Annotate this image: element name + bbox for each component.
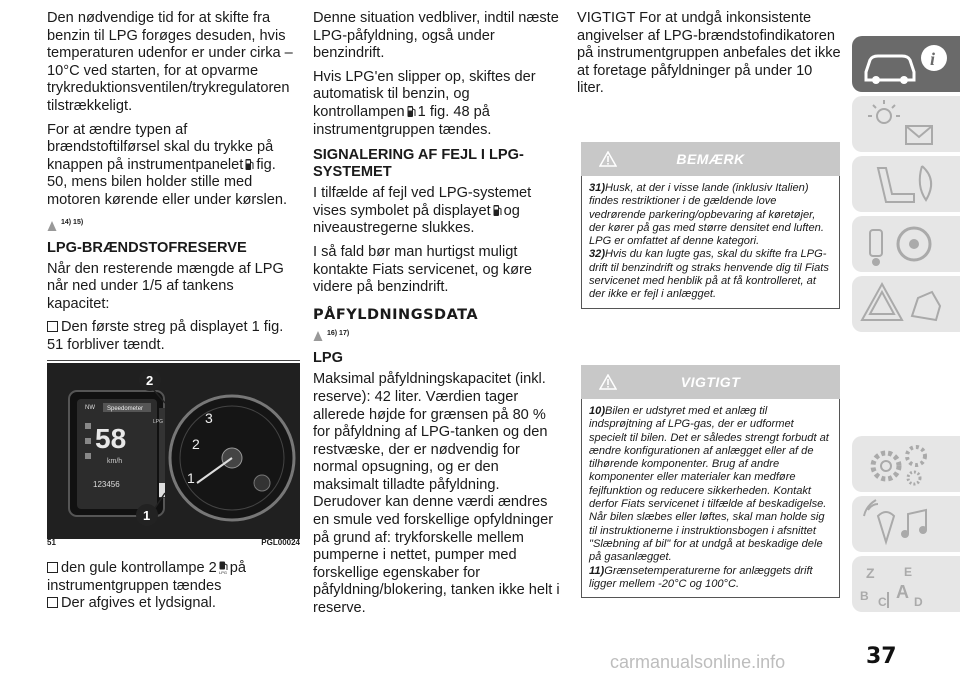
index-icon <box>852 556 960 612</box>
tab-multimedia[interactable] <box>852 496 960 552</box>
note-box-header <box>581 142 840 176</box>
callout-1: 1 <box>143 508 151 523</box>
note-item: 31)Husk, at der i visse lande (inklusiv Italien) findes restriktioner i de gældende love vedrørende parkering/opbevaring af køretøjer, der kører på gas med større densitet end luften. LPG er omfattet af denne kategori. <box>589 182 824 248</box>
car-info-icon <box>852 36 960 92</box>
tab-steering[interactable] <box>852 216 960 272</box>
display-lpg-label: LPG <box>153 419 164 425</box>
paragraph: Den nødvendige tid for at skifte fra benzin til LPG forøges desuden, hvis temperaturen udenfor er under cirka –10°C ved starten, for at opvarme trykreduktionsventilen/trykregulatoren tilstrækkeligt. <box>47 10 293 114</box>
tab-emergency[interactable] <box>852 276 960 332</box>
reference-marker: 14) 15) <box>47 216 297 232</box>
tab-seat-safety[interactable] <box>852 156 960 212</box>
list-item: den gule kontrollampe 2 LPG på instrumentgruppen tændes <box>47 560 247 594</box>
tacho-tick-1: 1 <box>187 470 195 486</box>
svg-text:LPG: LPG <box>218 570 227 574</box>
list-item: Den første streg på displayet 1 fig. 51 forbliver tændt. <box>47 319 284 353</box>
svg-text:i: i <box>930 49 936 69</box>
list-item: Der afgives et lydsignal. <box>47 595 300 613</box>
tab-warning-lights[interactable] <box>852 96 960 152</box>
note-box <box>581 142 840 309</box>
note-box-body <box>581 176 840 309</box>
section-heading: SIGNALERING AF FEJL I LPG-SYSTEMET <box>313 147 524 181</box>
tab-index[interactable] <box>852 556 960 612</box>
fuel-pump-icon <box>245 158 254 171</box>
svg-text:E: E <box>904 565 913 579</box>
paragraph: Hvis LPG'en slipper op, skiftes der automatisk til benzin, og kontrollampen 1 fig. 48 på instrumentgruppen tændes. <box>313 68 536 138</box>
column-2 <box>313 10 563 624</box>
paragraph: Maksimal påfyldningskapacitet (inkl. reserve): 42 liter. Værdien tager allerede højde for grænsen på 80 % for påfyldning af LPG-tanken og den restvæske, der er nødvendig for normal opsugning, og er den maksimalt tilladte påfyldning. Derudover kan denne værdi ændres en smule ved forskellige opfyldninger på grund af: trykforskelle mellem pumperne i nettet, pumper med forskellige egenskaber for påfyldning/blokering, tanken ikke helt i reserve. <box>313 371 560 617</box>
warning-lights-icon <box>852 96 960 152</box>
section-heading: LPG-BRÆNDSTOFRESERVE <box>47 239 247 256</box>
display-odometer: 123456 <box>93 480 120 489</box>
figure-instrument-cluster <box>47 360 300 541</box>
display-nw-label: NW <box>85 405 95 411</box>
section-heading: PÅFYLDNINGSDATA <box>313 306 479 323</box>
paragraph: Denne situation vedbliver, indtil næste LPG-påfyldning, også under benzindrift. <box>313 10 559 62</box>
display-speed-unit: km/h <box>107 458 123 465</box>
svg-text:C: C <box>878 595 887 609</box>
paragraph: For at ændre typen af brændstoftilførsel skal du trykke på knappen på instrumentpanelet fig. 50, mens bilen holder stille med motoren kørende eller under kørslen. <box>47 121 288 208</box>
paragraph: VIGTIGT For at undgå inkonsistente angivelser af LPG-brændstofindikatoren på instrumentgruppen anbefales det ikke at foretage påfyldninger på under 10 liter. <box>577 10 841 97</box>
warning-icon <box>47 220 57 232</box>
warning-triangle-icon <box>599 374 617 390</box>
reference-marker: 16) 17) <box>313 326 563 342</box>
paragraph: I tilfælde af fejl ved LPG-systemet vises symbolet på displayet og niveaustregerne slukkes. <box>313 185 532 237</box>
display-speedometer-label: Speedometer <box>107 406 144 412</box>
svg-text:A: A <box>896 582 909 602</box>
fuel-pump-icon <box>407 105 416 118</box>
paragraph: I så fald bør man hurtigst muligt kontakte Fiats servicenet, og køre videre på benzindrift. <box>313 243 532 296</box>
display-speed-value: 58 <box>95 423 127 454</box>
note-item: 32)Hvis du kan lugte gas, skal du skifte fra LPG-drift til benzindrift og straks henvende dig til Fiats servicenet med henblik på at få kontrolleret, at der ikke er fejl i anlægget. <box>589 248 829 301</box>
warning-item: 11)Grænsetemperaturerne for anlæggets drift ligger mellem -20°C og 100°C. <box>589 564 813 590</box>
paragraph: Når den resterende mængde af LPG når ned under 1/5 af tankens kapacitet: <box>47 260 284 312</box>
warning-box-body <box>581 399 840 598</box>
svg-text:Z: Z <box>866 565 875 581</box>
instrument-cluster-image <box>47 363 300 539</box>
bullet-square-icon <box>47 597 58 608</box>
bullet-square-icon <box>47 321 58 332</box>
warning-triangle-icon <box>599 151 617 167</box>
tab-maintenance[interactable] <box>852 436 960 492</box>
gears-icon <box>852 436 960 492</box>
music-nav-icon <box>852 496 960 552</box>
tab-car-info[interactable] <box>852 36 960 92</box>
warning-box-header <box>581 365 840 399</box>
emergency-triangle-icon <box>852 276 960 332</box>
page-number: 37 <box>866 644 897 669</box>
column-1 <box>47 10 297 361</box>
warning-box <box>581 365 840 598</box>
bullet-square-icon <box>47 562 58 573</box>
note-box-title: BEMÆRK <box>676 151 745 167</box>
figure-caption <box>47 538 300 547</box>
tacho-tick-3: 3 <box>205 410 213 426</box>
warning-item: 10)Bilen er udstyret med et anlæg til indsprøjtning af LPG-gas, der er udformet specielt til bilen. Det er således strengt forbudt at ændre konfigurationen af anlægget eller af de tilhørende komponenter. Brug af andre komponenter eller materialer kan medføre fejlfunktion og reducere sikkerheden. Kontakt derfor Fiats servicenet i tilfælde af beskadigelse. Når bilen slæbes eller løftes, skal man holde sig til instruktionerne i instruktionsbogen i afsnittet "Slæbning af bil" for at undgå at beskadige dele på gasanlægget. <box>589 405 829 564</box>
lpg-warning-light-icon <box>219 561 228 574</box>
warning-box-title: VIGTIGT <box>680 374 741 390</box>
column-3 <box>577 10 841 104</box>
tacho-tick-2: 2 <box>192 436 200 452</box>
callout-2: 2 <box>146 373 154 388</box>
lpg-fault-icon <box>493 204 502 217</box>
svg-text:B: B <box>860 589 869 603</box>
column-1-bottom <box>47 560 300 613</box>
warning-icon <box>313 330 323 342</box>
watermark: carmanualsonline.info <box>610 652 786 672</box>
steering-wheel-icon <box>852 216 960 272</box>
chapter-sidebar <box>852 0 960 678</box>
figure-number: 51 <box>47 538 56 547</box>
figure-code: PGL00024 <box>261 538 300 547</box>
seat-safety-icon <box>852 156 960 212</box>
svg-text:D: D <box>914 595 923 609</box>
subsection-heading: LPG <box>313 350 343 367</box>
